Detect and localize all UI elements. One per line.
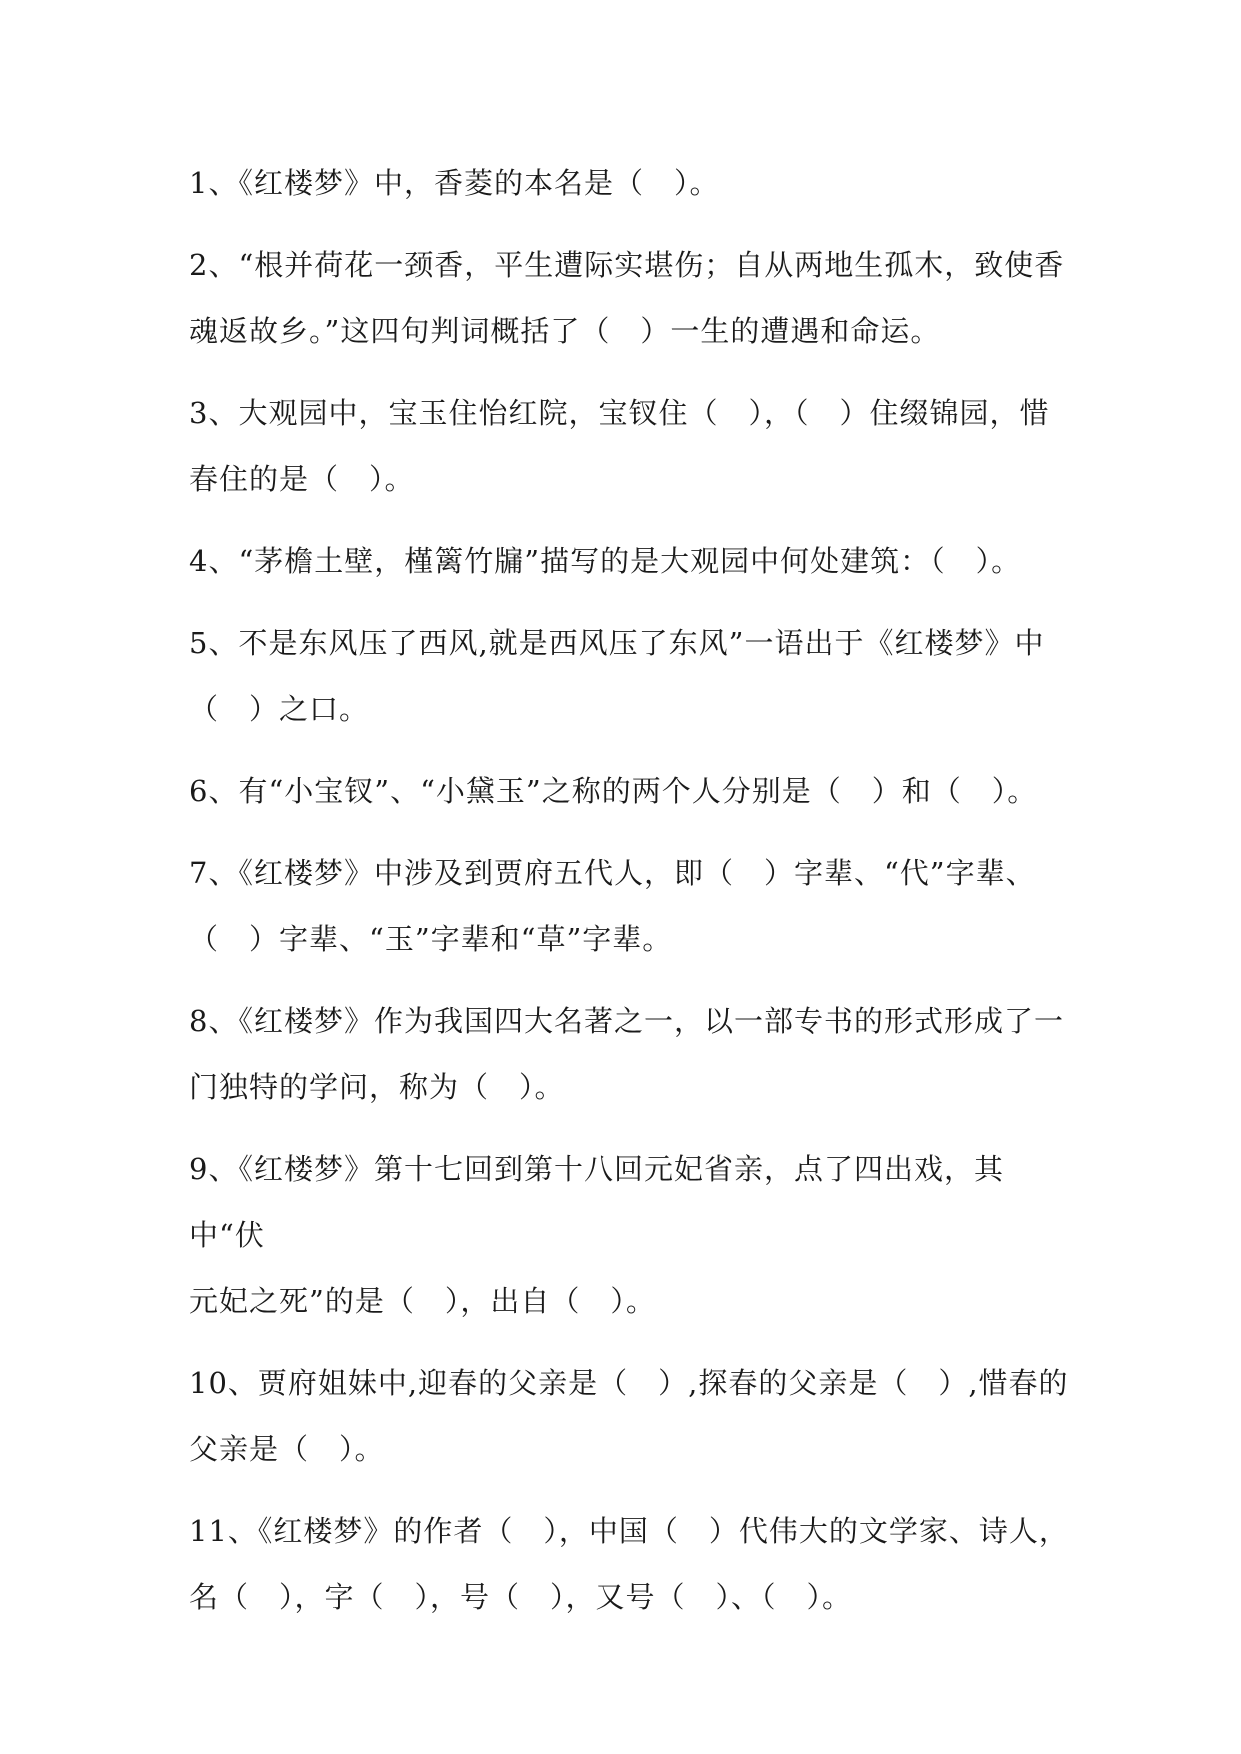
question-line: （ ）之口。 xyxy=(189,692,370,726)
question-11 xyxy=(189,1498,1069,1630)
question-2 xyxy=(189,232,1069,364)
question-line: 4、“茅檐土壁，槿篱竹牖”描写的是大观园中何处建筑：（ ）。 xyxy=(189,544,1022,578)
question-line: 元妃之死”的是（ ），出自（ ）。 xyxy=(189,1284,656,1318)
question-line: 魂返故乡。”这四句判词概括了（ ）一生的遭遇和命运。 xyxy=(189,314,941,348)
question-line: 名（ ），字（ ），号（ ），又号（ ）、（ ）。 xyxy=(189,1580,853,1614)
question-line: 5、不是东风压了西风,就是西风压了东风”一语出于《红楼梦》中 xyxy=(189,626,1045,660)
question-line: 父亲是（ ）。 xyxy=(189,1432,385,1466)
question-10 xyxy=(189,1350,1069,1482)
question-line: 9、《红楼梦》第十七回到第十八回元妃省亲，点了四出戏，其中“伏 xyxy=(189,1152,1004,1252)
question-6 xyxy=(189,758,1069,824)
question-line: （ ）字辈、“玉”字辈和“草”字辈。 xyxy=(189,922,673,956)
question-7 xyxy=(189,840,1069,972)
question-line: 春住的是（ ）。 xyxy=(189,462,415,496)
question-1 xyxy=(189,150,1069,216)
question-line: 2、“根并荷花一颈香，平生遭际实堪伤；自从两地生孤木，致使香 xyxy=(189,248,1065,282)
question-5 xyxy=(189,610,1069,742)
question-line: 6、有“小宝钗”、“小黛玉”之称的两个人分别是（ ）和（ ）。 xyxy=(189,774,1038,808)
question-9 xyxy=(189,1136,1069,1334)
question-line: 8、《红楼梦》作为我国四大名著之一，以一部专书的形式形成了一 xyxy=(189,1004,1064,1038)
question-4 xyxy=(189,528,1069,594)
question-line: 10、贾府姐妹中,迎春的父亲是（ ）,探春的父亲是（ ）,惜春的 xyxy=(189,1366,1069,1400)
question-line: 11、《红楼梦》的作者（ ），中国（ ）代伟大的文学家、诗人， xyxy=(189,1514,1069,1548)
question-line: 7、《红楼梦》中涉及到贾府五代人，即（ ）字辈、“代”字辈、 xyxy=(189,856,1036,890)
question-line: 3、大观园中，宝玉住怡红院，宝钗住（ ），（ ）住缀锦园，惜 xyxy=(189,396,1050,430)
question-3 xyxy=(189,380,1069,512)
question-list xyxy=(189,150,1069,1646)
question-8 xyxy=(189,988,1069,1120)
question-line: 1、《红楼梦》中，香菱的本名是（ ）。 xyxy=(189,166,720,200)
question-line: 门独特的学问，称为（ ）。 xyxy=(189,1070,565,1104)
